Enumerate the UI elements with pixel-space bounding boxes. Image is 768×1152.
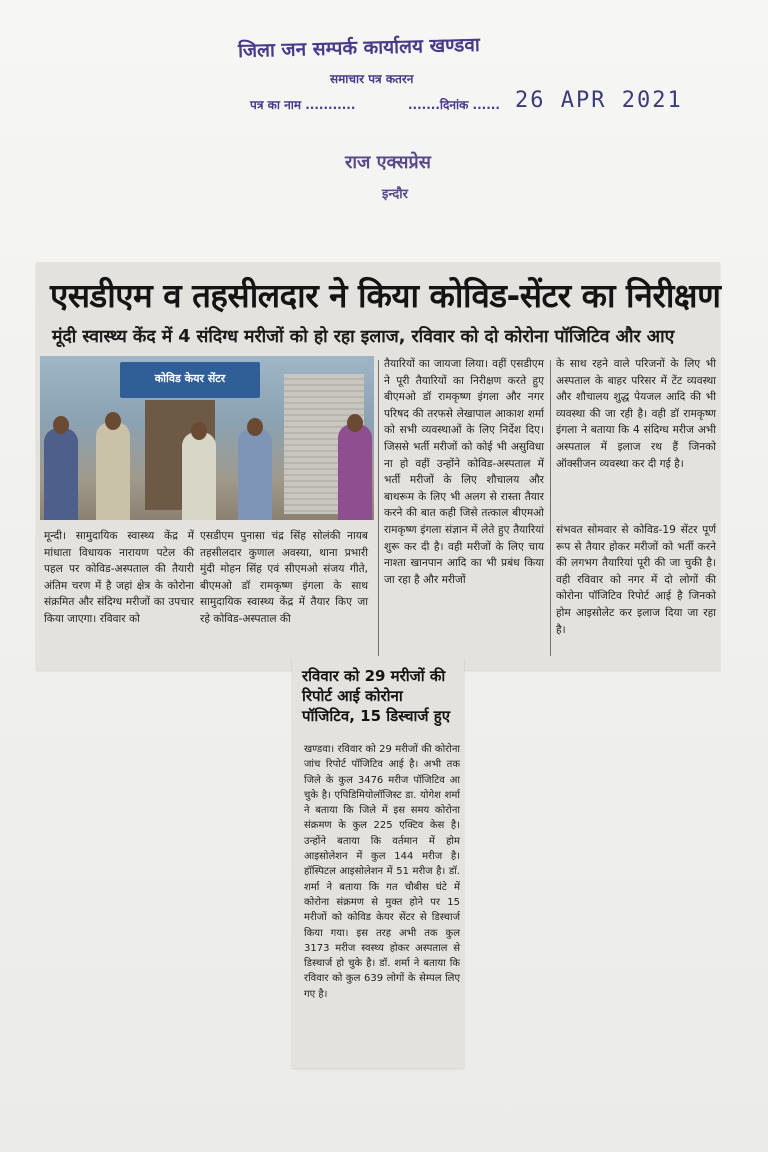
photo-person-head (191, 422, 207, 440)
stamp-date-value: 26 APR 2021 (515, 88, 683, 113)
article-subhead: मूंदी स्वास्थ्य केंद में 4 संदिग्ध मरीजों को हो रहा इलाज, रविवार को दो कोरोना पॉजिटिव और आए (52, 327, 675, 347)
photo-person (182, 432, 216, 520)
article-column-4: के साथ रहने वाले परिजनों के लिए भी अस्पताल के बाहर परिसर में टेंट व्यवस्था और शौचालय शुद्ध पेयजल आदि की भी व्यवस्था की जा रही है। वही डॉ रामकृष्ण इंगला ने बताया कि 4 संदिग्ध मरीज अभी अस्पताल में इलाज रथ हैं जिनको ऑक्सीजन व्यवस्था कर दी गई है। (556, 358, 716, 470)
office-stamp-title: जिला जन सम्पर्क कार्यालय खण्डवा (237, 33, 481, 63)
photo-person (338, 424, 372, 520)
stamp-date-label: .......दिनांक ...... (408, 98, 500, 112)
side-article-headline: रविवार को 29 मरीजों की रिपोर्ट आई कोरोना पॉजिटिव, 15 डिस्चार्ज हुए (302, 667, 450, 725)
photo-person-head (53, 416, 69, 434)
photo-person-head (347, 414, 363, 432)
article-column-3: तैयारियों का जायजा लिया। वहीं एसडीएम ने पूरी तैयारियों का निरीक्षण करते हुए बीएमओ डॉ रामकृष्ण इंगला और नगर परिषद की तरफसे लेखापाल आकाश शर्मा को सभी व्यवस्थाओं के लिए निर्देश दिए। जिससे भर्ती मरीजों को कोई भी असुविधा ना हो वहीं उन्होंने कोविड-अस्पताल में भर्ती मरीजों के लिए शौचालय और बाथरूम के लिए भी अलग से रास्ता तैयार करने की बात कही जिसे तत्काल बीएमओ रामकृष्ण इंगला संज्ञान में लेते हुए तैयारियां शुरू कर दी है। वही मरीजों के लिए चाय नाश्ता खानपान आदि का भी प्रबंध किया जा रहा है और मरीजों (384, 358, 544, 586)
column-divider (550, 360, 551, 656)
photo-person (44, 428, 78, 520)
side-article-body: खण्डवा। रविवार को 29 मरीजों की कोरोना जांच रिपोर्ट पॉजिटिव आई है। अभी तक जिले के कुल 3476 मरीज पॉजिटिव आ चुके है। एपिडिमियोलॉजिस्ट डा. योगेश शर्मा ने बताया कि जिले में इस समय कोरोना संक्रमण के कुल 225 एक्टिव केस है। उन्होंने बताया कि वर्तमान में होम आइसोलेशन में कुल 144 मरीज है। हॉस्पिटल आइसोलेशन में 51 मरीज है। डॉ. शर्मा ने बताया कि गत चौबीस घंटे में कोरोना संक्रमण से मुक्त होने पर 15 मरीजों को कोविड केयर सेंटर से डिस्चार्ज किया गया। इस तरह अभी तक कुल 3173 मरीज स्वस्थ्य होकर अस्पताल से डिस्चार्ज हो चुके है। डॉ. शर्मा ने बताया कि रविवार को कुल 639 लोगों के सेम्पल लिए गए है। (304, 744, 460, 1000)
column-divider (378, 360, 379, 656)
photo-person (238, 428, 272, 520)
stamp-cutting-label: समाचार पत्र कतरन (330, 72, 414, 86)
newspaper-city: इन्दौर (382, 187, 408, 202)
photo-person (96, 422, 130, 520)
article-column-4-paragraph-2: संभवत सोमवार से कोविड-19 सेंटर पूर्ण रूप से तैयार होकर मरीजों को भर्ती करने की लगभग तैयारियां पूरी की जा चुकी है। वही रविवार को नगर में दो लोगों की कोरोना पॉजिटिव रिपोर्ट आई है जिनको होम आइसोलेट कर इलाज दिया जा रहा है। (556, 524, 716, 636)
photo-person-head (105, 412, 121, 430)
article-column-1: मून्दी। सामुदायिक स्वास्थ्य केंद्र में मांधाता विधायक नारायण पटेल की पहल पर कोविड-अस्पताल की तैयारी अंतिम चरण में है जहां क्षेत्र के कोरोना संक्रमित और संदिग्ध मरीजों का उपचार किया जाएगा। रविवार को (44, 530, 194, 625)
article-headline: एसडीएम व तहसीलदार ने किया कोविड-सेंटर का निरीक्षण (50, 276, 721, 315)
photo-person-head (247, 418, 263, 436)
stamp-paper-name-label: पत्र का नाम ........... (250, 98, 356, 112)
article-column-2: एसडीएम पुनासा चंद्र सिंह सोलंकी नायब तहसीलदार कुणाल अवस्या, थाना प्रभारी मुंदी मोहन सिंह एवं सीएमओ संजय गीते, बीएमओ डॉ रामकृष्ण इंगला के साथ सामुदायिक स्वास्थ्य केंद्र में तैयार किए जा रहे कोविड-अस्पताल की (200, 530, 368, 625)
photo-signboard: कोविड केयर सेंटर (120, 362, 260, 398)
article-photo (40, 356, 374, 520)
newspaper-name: राज एक्सप्रेस (345, 152, 431, 173)
